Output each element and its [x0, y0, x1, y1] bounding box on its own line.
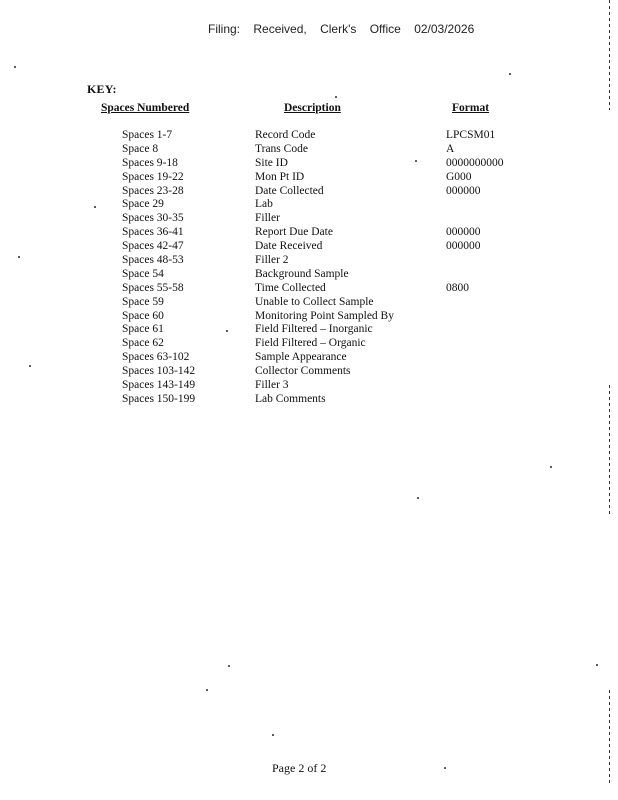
format-cell: A	[446, 142, 455, 155]
description-cell: Field Filtered – Organic	[255, 337, 366, 350]
description-cell: Field Filtered – Inorganic	[255, 323, 373, 336]
format-cell: 000000	[446, 226, 481, 239]
filing-date: 02/03/2026	[414, 22, 475, 36]
description-cell: Filler 2	[255, 254, 289, 267]
scan-speck	[94, 206, 96, 208]
clerks-label: Clerk's	[320, 22, 357, 36]
description-cell: Date Collected	[255, 184, 324, 197]
description-cell: Mon Pt ID	[255, 170, 305, 183]
description-cell: Report Due Date	[255, 226, 333, 239]
spaces-cell: Spaces 103-142	[122, 365, 196, 378]
table-row	[0, 310, 618, 324]
filing-stamp	[208, 22, 474, 36]
scan-speck	[228, 665, 230, 667]
filing-label: Filing:	[208, 22, 241, 36]
description-cell: Trans Code	[255, 142, 308, 155]
scan-speck	[226, 330, 228, 332]
spaces-cell: Space 54	[122, 267, 164, 280]
description-cell: Collector Comments	[255, 365, 351, 378]
description-cell: Record Code	[255, 129, 316, 141]
description-cell: Sample Appearance	[255, 351, 347, 364]
scan-speck	[550, 466, 552, 468]
table-row	[0, 198, 618, 212]
column-header-spaces: Spaces Numbered	[101, 102, 190, 114]
scan-speck	[272, 734, 274, 736]
spaces-cell: Spaces 1-7	[122, 129, 173, 141]
scan-edge-line	[609, 385, 610, 515]
column-header-description: Description	[284, 102, 341, 114]
description-cell: Filler	[255, 212, 280, 225]
spaces-cell: Spaces 30-35	[122, 212, 184, 225]
key-title: KEY:	[87, 82, 117, 96]
description-cell: Background Sample	[255, 267, 349, 280]
format-cell: 000000	[446, 240, 481, 253]
page-number: Page 2 of 2	[272, 761, 327, 775]
table-row	[0, 282, 618, 296]
spaces-cell: Space 59	[122, 295, 164, 308]
spaces-cell: Space 62	[122, 337, 164, 350]
description-cell: Unable to Collect Sample	[255, 295, 374, 308]
scan-speck	[509, 73, 511, 75]
table-row	[0, 337, 618, 351]
scan-speck	[596, 664, 598, 666]
format-cell: 0000000000	[446, 156, 504, 169]
spaces-cell: Spaces 23-28	[122, 184, 184, 197]
scan-speck	[18, 256, 20, 258]
spaces-cell: Spaces 150-199	[122, 392, 196, 405]
table-row	[0, 185, 618, 199]
spaces-cell: Spaces 42-47	[122, 240, 184, 253]
scan-speck	[14, 66, 16, 68]
table-row	[0, 240, 618, 254]
table-row	[0, 323, 618, 337]
table-row	[0, 379, 618, 393]
spaces-cell: Spaces 19-22	[122, 170, 184, 183]
description-cell: Lab	[255, 198, 273, 211]
table-row	[0, 254, 618, 268]
scan-speck	[415, 160, 417, 162]
format-cell: 0800	[446, 281, 469, 294]
spaces-cell: Spaces 143-149	[122, 379, 196, 392]
format-cell: LPCSM01	[446, 129, 496, 141]
table-row	[0, 296, 618, 310]
format-cell: 000000	[446, 184, 481, 197]
spaces-cell: Space 60	[122, 309, 164, 322]
table-row	[0, 226, 618, 240]
table-row	[0, 143, 618, 157]
column-header-format: Format	[452, 102, 490, 114]
table-row	[0, 365, 618, 379]
table-row	[0, 268, 618, 282]
spaces-cell: Spaces 63-102	[122, 351, 190, 364]
spaces-cell: Spaces 48-53	[122, 254, 184, 267]
table-row	[0, 129, 618, 143]
table-row	[0, 393, 618, 407]
description-cell: Lab Comments	[255, 392, 326, 405]
scan-speck	[444, 767, 446, 769]
description-cell: Monitoring Point Sampled By	[255, 309, 394, 322]
scan-edge-line	[609, 690, 610, 785]
scan-speck	[206, 689, 208, 691]
spaces-cell: Spaces 55-58	[122, 281, 184, 294]
spaces-cell: Space 8	[122, 142, 159, 155]
description-cell: Time Collected	[255, 281, 326, 294]
spaces-cell: Space 61	[122, 323, 164, 336]
description-cell: Filler 3	[255, 379, 289, 392]
scan-speck	[335, 96, 337, 98]
key-table	[0, 129, 618, 407]
spaces-cell: Space 29	[122, 198, 164, 211]
received-label: Received,	[253, 22, 307, 36]
scan-speck	[417, 497, 419, 499]
scan-speck	[29, 365, 31, 367]
table-row	[0, 157, 618, 171]
description-cell: Site ID	[255, 156, 288, 169]
table-row	[0, 212, 618, 226]
table-row	[0, 351, 618, 365]
spaces-cell: Spaces 36-41	[122, 226, 184, 239]
scan-edge-line	[609, 0, 610, 110]
format-cell: G000	[446, 170, 472, 183]
description-cell: Date Received	[255, 240, 323, 253]
office-label: Office	[369, 22, 401, 36]
spaces-cell: Spaces 9-18	[122, 156, 178, 169]
table-row	[0, 171, 618, 185]
